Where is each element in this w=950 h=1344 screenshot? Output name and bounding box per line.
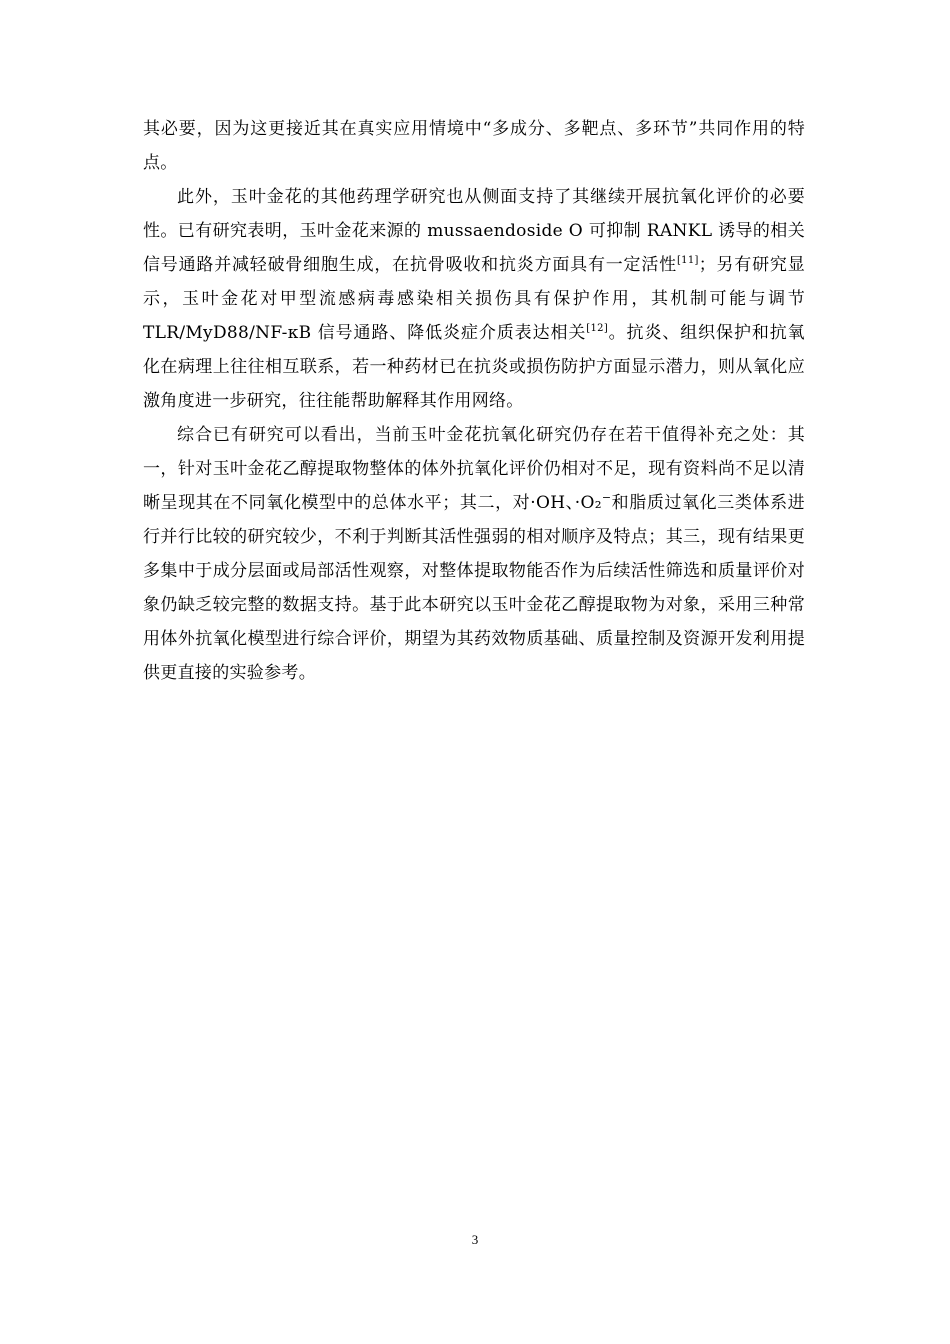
paragraph-text: 。抗炎、组织保护和抗氧化在病理上往往相互联系，若一种药材已在抗炎或损伤防护方面显示潜力，则从氧化应激角度进一步研究，往往能帮助解释其作用网络。 <box>143 323 805 411</box>
superscript-minus: − <box>601 491 612 504</box>
citation-ref: [11] <box>676 255 699 266</box>
page-number: 3 <box>471 1232 479 1247</box>
paragraph-text: 其必要，因为这更接近其在真实应用情境中“多成分、多靶点、多环节”共同作用的特点。 <box>143 119 805 173</box>
paragraph-text: ；另有研究显示，玉叶金花对甲型流感病毒感染相关损伤具有保护作用，其机制可能与调节 TLR/MyD88/NF-κB 信号通路、降低炎症介质表达相关 <box>143 255 805 343</box>
paragraph-continuation <box>143 112 805 180</box>
paragraph-pharmacology <box>143 180 805 418</box>
page-body <box>143 112 805 690</box>
citation-ref: [12] <box>586 323 609 334</box>
paragraph-text: 此外，玉叶金花的其他药理学研究也从侧面支持了其继续开展抗氧化评价的必要性。已有研究表明，玉叶金花来源的 mussaendoside O 可抑制 RANKL 诱导的相关信号通路并减轻破骨细胞生成，在抗骨吸收和抗炎方面具有一定活性 <box>143 187 805 275</box>
paragraph-text: 和脂质过氧化三类体系进行并行比较的研究较少，不利于判断其活性强弱的相对顺序及特点；其三，现有结果更多集中于成分层面或局部活性观察，对整体提取物能否作为后续活性筛选和质量评价对象仍缺乏较完整的数据支持。基于此本研究以玉叶金花乙醇提取物为对象，采用三种常用体外抗氧化模型进行综合评价，期望为其药效物质基础、质量控制及资源开发利用提供更直接的实验参考。 <box>143 493 805 683</box>
paragraph-text: 综合已有研究可以看出，当前玉叶金花抗氧化研究仍存在若干值得补充之处：其一，针对玉叶金花乙醇提取物整体的体外抗氧化评价仍相对不足，现有资料尚不足以清晰呈现其在不同氧化模型中的总体水平；其二，对·OH、·O₂ <box>143 425 805 513</box>
paragraph-summary <box>143 418 805 690</box>
